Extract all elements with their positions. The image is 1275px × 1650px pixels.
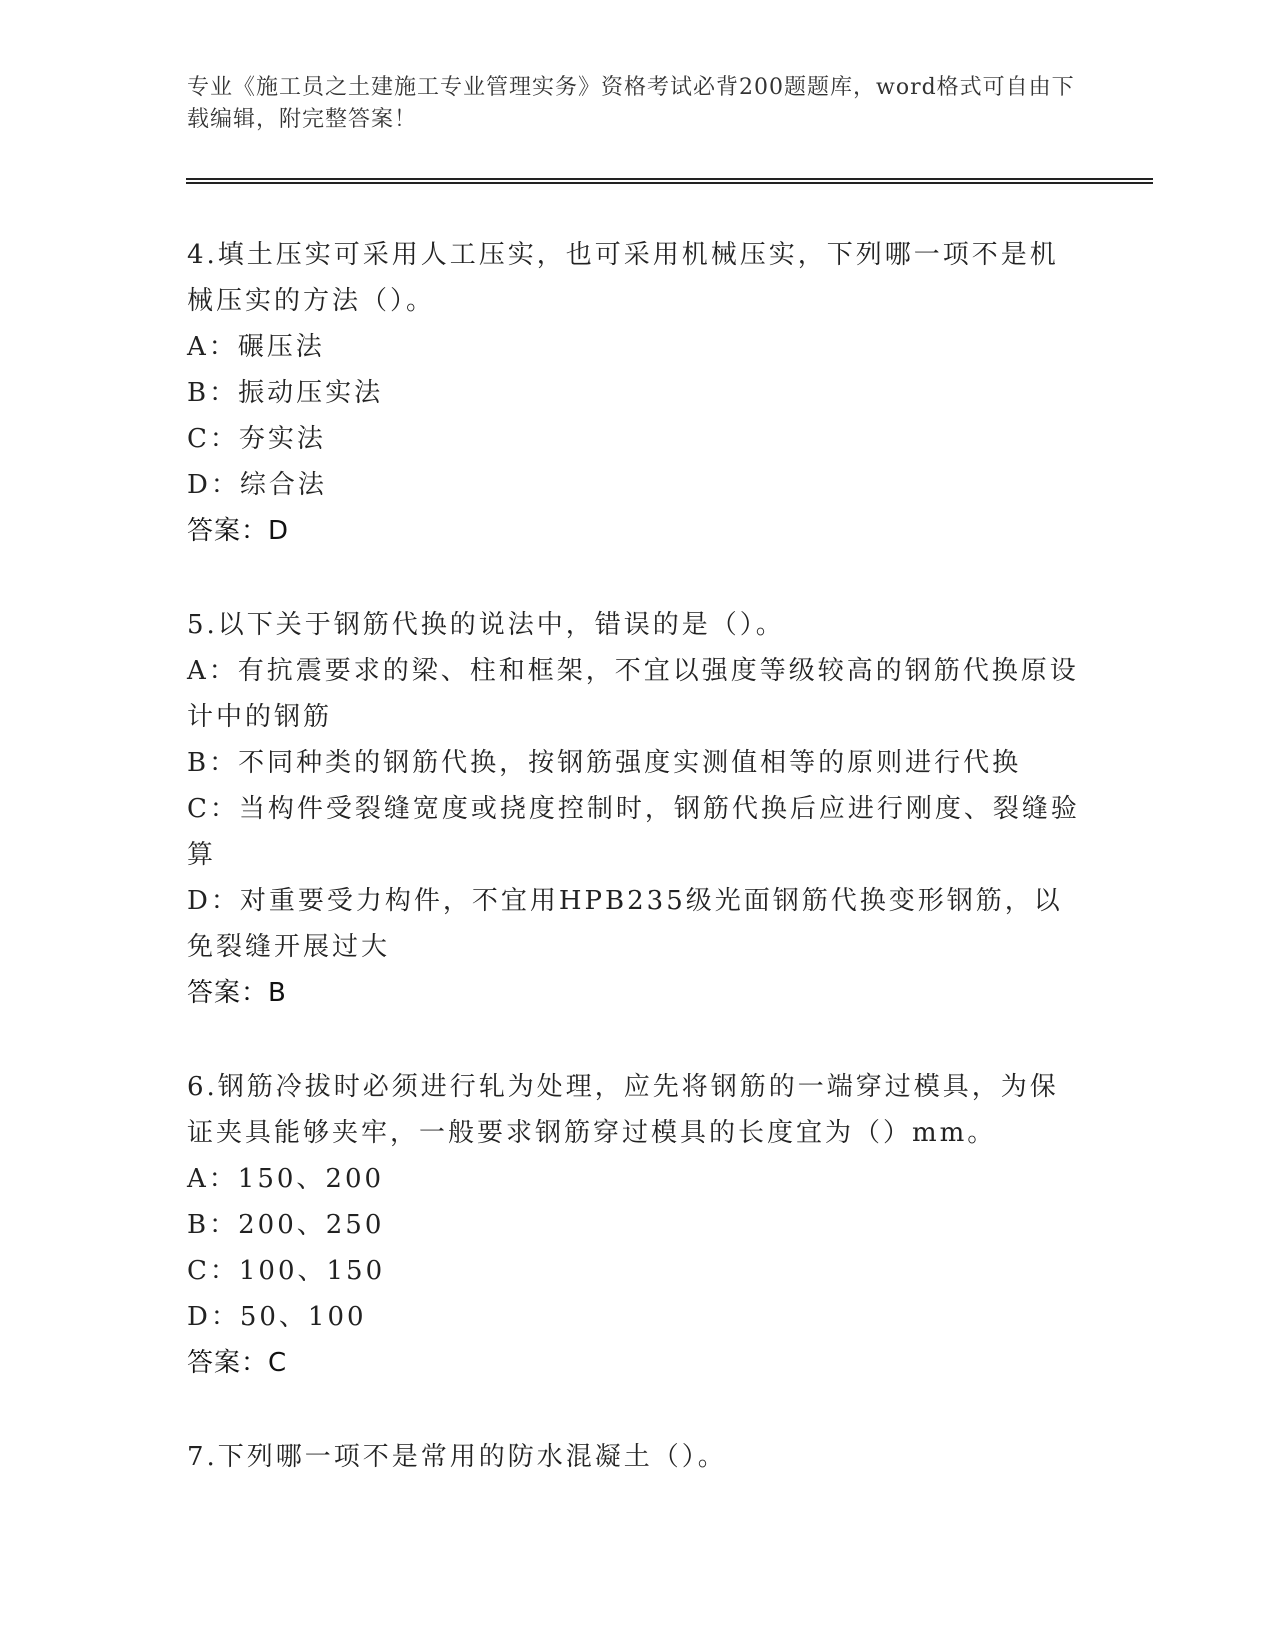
option-a: A：150、200 [187,1164,385,1194]
option-d: D：50、100 [187,1302,367,1332]
question-list [187,232,1087,1528]
option-b: B：不同种类的钢筋代换，按钢筋强度实测值相等的原则进行代换 [187,748,1022,778]
question-text: 6.钢筋冷拔时必须进行轧为处理，应先将钢筋的一端穿过模具，为保证夹具能够夹牢，一般要求钢筋穿过模具的长度宜为（）mm。 [187,1072,1059,1148]
question-item [187,1064,1087,1386]
answer-line: 答案：B [187,978,287,1008]
option-d: D：综合法 [187,470,327,500]
header-title: 专业《施工员之土建施工专业管理实务》资格考试必背200题题库，word格式可自由下载编辑，附完整答案！ [187,75,1075,132]
question-item [187,602,1087,1016]
option-d: D：对重要受力构件，不宜用HPB235级光面钢筋代换变形钢筋，以免裂缝开展过大 [187,886,1063,962]
option-a: A：有抗震要求的梁、柱和框架，不宜以强度等级较高的钢筋代换原设计中的钢筋 [187,656,1079,732]
header-divider [186,178,1153,184]
option-c: C：夯实法 [187,424,326,454]
question-text: 7.下列哪一项不是常用的防水混凝土（）。 [187,1442,727,1472]
question-item [187,232,1087,554]
answer-line: 答案：C [187,1348,288,1378]
answer-line: 答案：D [187,516,290,546]
question-text: 4.填土压实可采用人工压实，也可采用机械压实，下列哪一项不是机械压实的方法（）。 [187,240,1059,316]
document-header [187,72,1087,136]
option-b: B：振动压实法 [187,378,384,408]
option-a: A：碾压法 [187,332,325,362]
option-b: B：200、250 [187,1210,385,1240]
question-text: 5.以下关于钢筋代换的说法中，错误的是（）。 [187,610,785,640]
option-c: C：100、150 [187,1256,386,1286]
question-item [187,1434,1087,1480]
option-c: C：当构件受裂缝宽度或挠度控制时，钢筋代换后应进行刚度、裂缝验算 [187,794,1080,870]
